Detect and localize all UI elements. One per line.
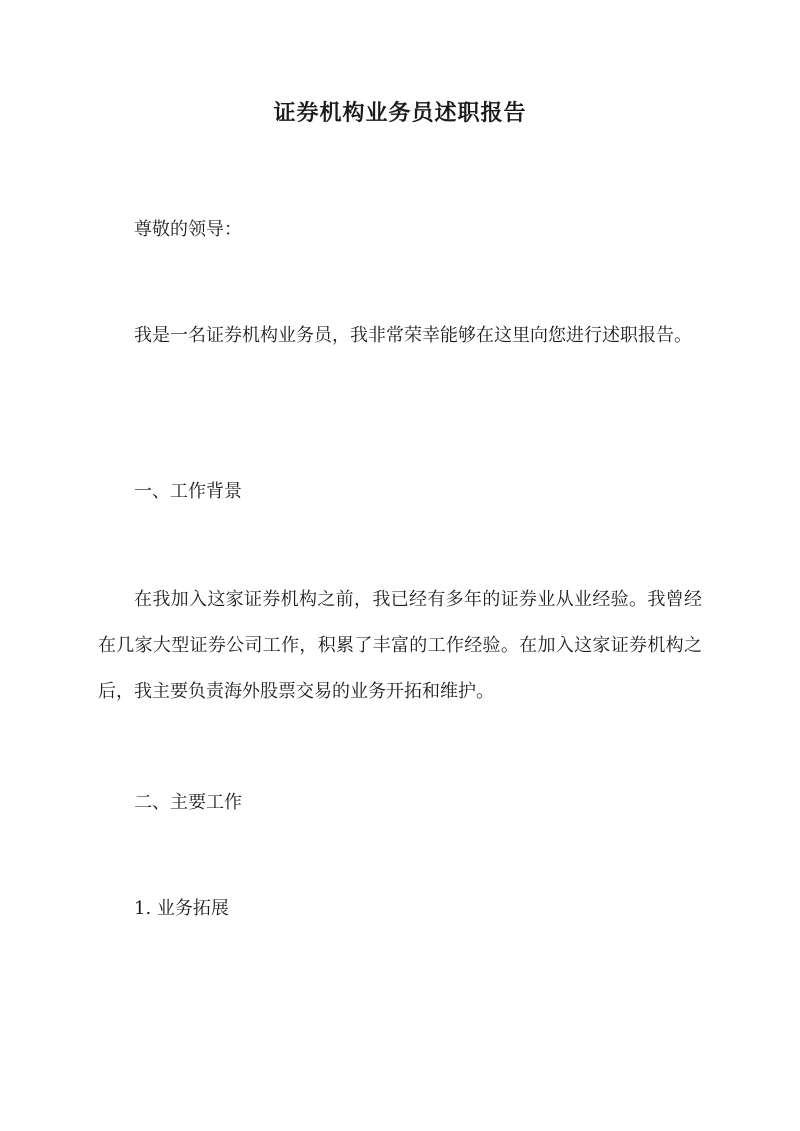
section-1-heading: 一、工作背景 xyxy=(134,481,242,502)
section-2-heading: 二、主要工作 xyxy=(134,792,242,813)
section-1-body: 在我加入这家证券机构之前，我已经有多年的证券业从业经验。我曾经在几家大型证券公司工作，积累了丰富的工作经验。在加入这家证券机构之后，我主要负责海外股票交易的业务开拓和维护。 xyxy=(98,589,702,702)
document-title: 证券机构业务员述职报告 xyxy=(273,100,527,126)
intro-paragraph: 我是一名证券机构业务员，我非常荣幸能够在这里向您进行述职报告。 xyxy=(134,325,692,346)
greeting-line: 尊敬的领导： xyxy=(134,219,242,240)
section-2-item-1: 1. 业务拓展 xyxy=(134,898,229,919)
